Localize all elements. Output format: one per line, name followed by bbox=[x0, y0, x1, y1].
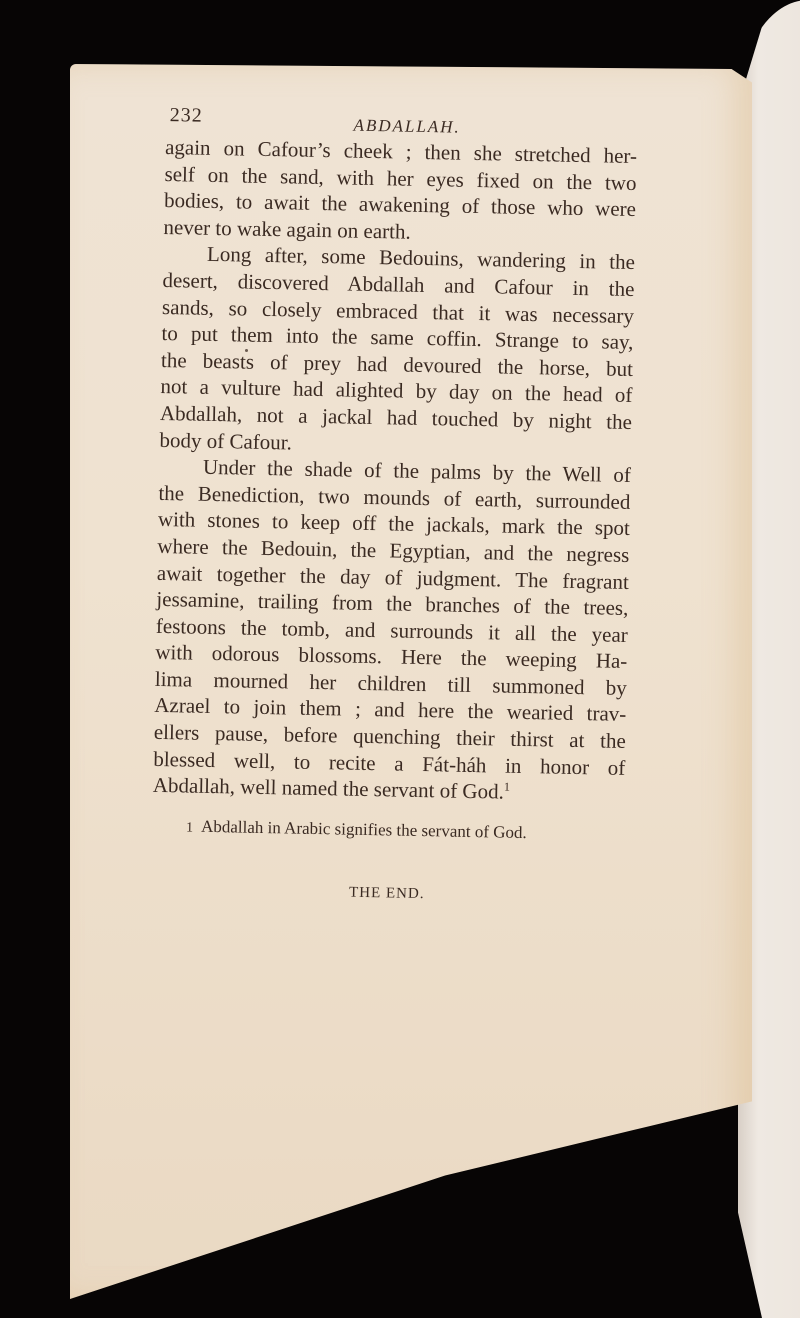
text-line: Under the shade of the palms by the Well of bbox=[202, 454, 632, 488]
text-line: Long after, some Bedouins, wandering in the bbox=[206, 242, 636, 275]
text-line: festoons the tomb, and surrounds it all the year bbox=[155, 613, 629, 647]
paragraph-1 bbox=[163, 134, 637, 249]
running-title: ABDALLAH. bbox=[353, 115, 461, 137]
text-line: self on the sand, with her eyes fixed on the two bbox=[164, 161, 637, 195]
text-line: desert, discovered Abdallah and Cafour in the bbox=[162, 267, 635, 301]
text-line: again on Cafour’s cheek ; then she stretched her- bbox=[164, 134, 638, 169]
text-line: lima mourned her children till summoned by bbox=[154, 666, 628, 700]
text-line: ellers pause, before quenching their thirst at the bbox=[153, 719, 627, 754]
text-line: body of Cafour. bbox=[159, 427, 293, 455]
text-line: Azrael to join them ; and here the wearied trav- bbox=[154, 693, 627, 727]
text-line: jessamine, trailing from the branches of the trees, bbox=[156, 587, 629, 621]
text-line: with stones to keep off the jackals, mark the spot bbox=[157, 507, 631, 541]
text-line: never to wake again on earth. bbox=[163, 214, 411, 244]
text-line: sands, so closely embraced that it was necessary bbox=[161, 294, 635, 328]
text-line: to put them into the same coffin. Strange to say, bbox=[161, 321, 634, 355]
text-line: bodies, to await the awakening of those who were bbox=[163, 188, 637, 222]
page-number: 232 bbox=[169, 104, 203, 127]
text-line: with odorous blossoms. Here the weeping Ha- bbox=[155, 640, 628, 674]
text-line: Abdallah, well named the servant of God. bbox=[152, 773, 505, 804]
text-line: the beasts of prey had devoured the horse, but bbox=[160, 347, 634, 381]
text-line: blessed well, to recite a Fát-háh in honor of bbox=[153, 746, 626, 780]
page-text-block bbox=[151, 100, 638, 907]
text-line: not a vulture had alighted by day on the head of bbox=[160, 374, 633, 408]
text-line: where the Bedouin, the Egyptian, and the negress bbox=[157, 533, 630, 567]
footnote bbox=[152, 815, 624, 848]
text-line: await together the day of judgment. The fragrant bbox=[156, 560, 630, 594]
text-line: the Benediction, two mounds of earth, surrounded bbox=[158, 480, 631, 514]
footnote-text: Abdallah in Arabic signifies the servant of God. bbox=[200, 816, 527, 842]
the-end-label: THE END. bbox=[348, 884, 425, 902]
text-line: Abdallah, not a jackal had touched by night the bbox=[159, 400, 633, 434]
paragraph-2 bbox=[159, 240, 635, 462]
footnote-number: 1 bbox=[185, 820, 194, 836]
paragraph-3 bbox=[153, 453, 632, 808]
footnote-reference: 1 bbox=[503, 779, 511, 794]
